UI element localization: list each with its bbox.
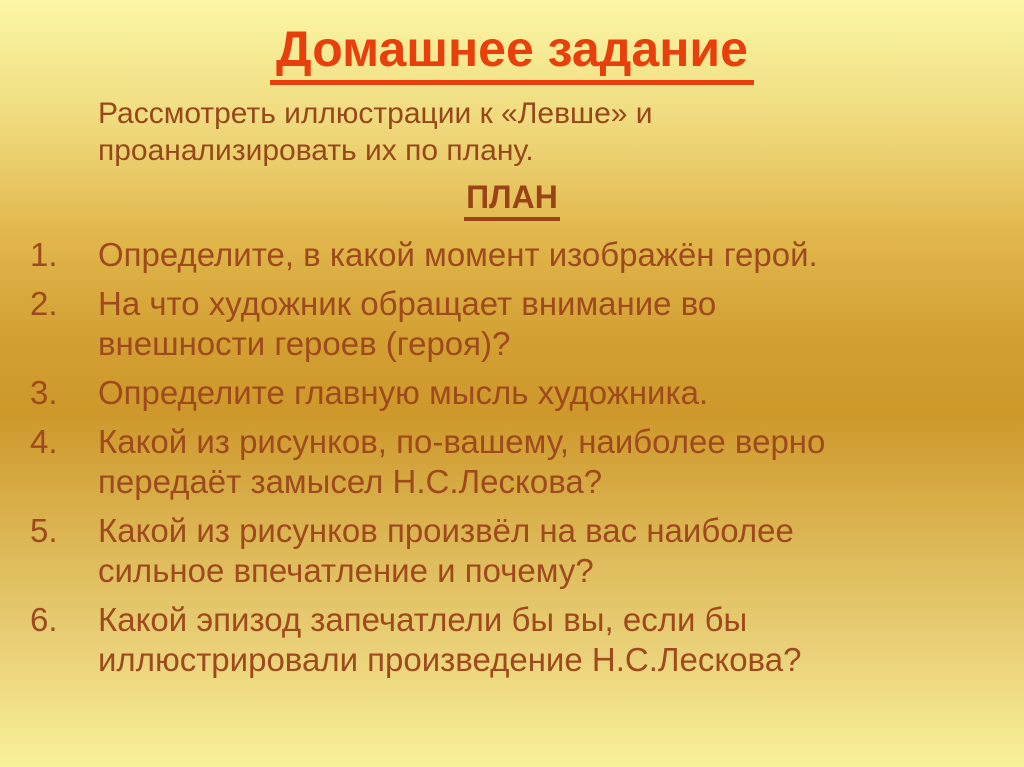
list-item-text: передаёт замысел Н.С.Лескова? [98, 462, 603, 500]
intro-line: Рассмотреть иллюстрации к «Левше» и [98, 97, 653, 130]
list-item-number: 3. [30, 373, 58, 411]
list-item-number: 1. [30, 235, 58, 273]
list-item-text: Какой из рисунков произвёл на вас наиболее [98, 511, 794, 549]
list-item-number: 2. [30, 284, 58, 322]
list-item-text: Какой из рисунков, по-вашему, наиболее верно [98, 422, 826, 460]
plan-list [0, 235, 1024, 680]
list-item-text: иллюстрировали произведение Н.С.Лескова? [98, 640, 802, 678]
intro-line: проанализировать их по плану. [98, 134, 534, 167]
slide-title [0, 0, 1024, 85]
plan-heading [0, 179, 1024, 221]
list-item-text: На что художник обращает внимание во [98, 284, 717, 322]
list-item [0, 600, 1024, 680]
list-item [0, 511, 1024, 591]
slide-title-text: Домашнее задание [270, 22, 754, 85]
list-item-number: 5. [30, 511, 58, 549]
list-item [0, 284, 1024, 364]
list-item-text: Какой эпизод запечатлели бы вы, если бы [98, 600, 748, 638]
list-item [0, 422, 1024, 502]
list-item-text: внешности героев (героя)? [98, 324, 511, 362]
plan-heading-text: ПЛАН [464, 179, 560, 221]
intro-paragraph [98, 95, 1024, 169]
list-item-number: 4. [30, 422, 58, 460]
list-item [0, 373, 1024, 413]
list-item-text: сильное впечатление и почему? [98, 551, 594, 589]
list-item-text: Определите главную мысль художника. [98, 373, 709, 411]
list-item-text: Определите, в какой момент изображён герой. [98, 235, 818, 273]
list-item [0, 235, 1024, 275]
list-item-number: 6. [30, 600, 58, 638]
